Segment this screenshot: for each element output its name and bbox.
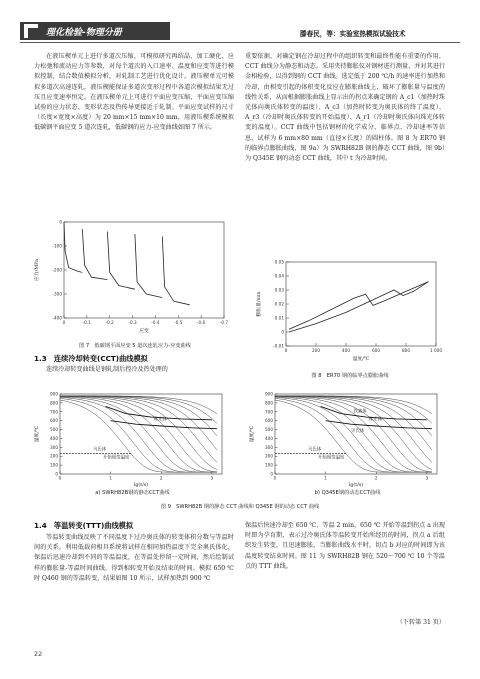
fig8-xtick-label: 0 [284,348,288,353]
fig9a-annotation-1: 珠光体 [153,417,167,423]
logo-corner-mark-inner [28,28,38,38]
fig9a-xtick-label: 0 [58,475,62,481]
fig9a-ytick-label: 200 [50,453,58,459]
fig9b-ytick-label: 700 [265,409,273,415]
fig8-ylabel: 膨胀量/mm [257,291,262,317]
journal-logo [20,22,170,40]
fig9b-ylabel: 温度/℃ [250,425,255,443]
fig8-xtick-label: 800 [402,348,410,353]
fig7-ytick-label: -200 [52,267,62,273]
fig9a-chart [30,390,235,490]
fig8-plot-frame [286,262,436,346]
fig9b-ytick-label: 300 [265,444,273,450]
fig7-xtick-label: -0.6 [197,320,206,325]
fig7-series-line-4 [135,234,162,298]
page-number: 22 [34,650,43,658]
fig9a-ytick-label: 800 [50,400,58,406]
fig9b-annotation-2: 珠光体 [368,417,382,423]
fig7-plot-frame [64,222,224,318]
fig9a-ytick-label: 300 [50,444,58,450]
fig9b-ytick-label: 500 [265,427,273,433]
fig7-xtick-label: -0.1 [82,320,91,325]
fig9a-ytick-label: 900 [50,391,58,397]
fig9a-ytick-label: 100 [50,462,58,468]
fig9b-xtick-label: 3 [425,475,429,481]
fig9a-xtick-label: 2 [159,475,163,481]
fig9b-xtick-label: 2 [374,475,378,481]
fig8-ytick-label: -0.01 [273,343,284,349]
fig8-xlabel: 温度/℃ [352,357,370,362]
fig7-ytick-label: -400 [52,315,62,321]
fig9a-ytick-label: 0 [55,471,58,477]
fig7-series-line-1 [64,222,82,272]
right-paragraph-1: 重要依据，对确定钢在冷却过程中的组织转变和最终性能有重要的作用，CCT 曲线分为静态和动态。采用夹持膨胀仪对钢材进行测量，并对其进行金相检验，以得到钢的 CCT 曲线。选定低于 200 ℃/h 的速率进行加热和冷却，由相变引起的体积变化反应在膨胀曲线上，破坏了膨胀量与温度的线性关系，从而根据膨胀曲线上显示出的拐点来确定钢的 A_c1（加热时珠光体向奥氏体转变的温度）、A_c3（加热时转变为奥氏体的终了温度）、A_r3（冷却时奥氏体转变的开始温度）、A_r1（冷却时奥氏体向珠光体转变的温度）。CCT 曲线中包括钢材的化学成分、临界点、冷却速率等信息，试样为 6 mm×80 mm（直径×长度）的圆柱体。图 8 为 ER70 钢的临界点膨胀曲线，图 9a）为 SWRH82B 钢的静态 CCT 曲线，图 9b）为 Q345E 钢的动态 CCT 曲线，其中 t 为冷却时间。 [245,53,445,163]
fig9b-annotation-4: 马氏体 [307,447,322,453]
fig9a-ylabel: 温度/℃ [35,425,40,443]
fig8-series-cooling [289,282,429,330]
fig9b-xlabel: lg(t/s) [348,483,364,488]
fig8-ytick-label: 0.04 [274,273,284,279]
fig9a-ytick-label: 400 [50,435,58,441]
right-bottom-text: 保温后快速冷却至 650 ℃，等温 2 min，650 ℃ 开始等温到拐点 a 出现时即为孕育期，表示过冷奥氏体等温转变开始所经历的时间，拐点 a 后组织发生转变，且迅速膨胀，当膨胀曲线水平时，切点 b 对应的时间即为该温度转变结束时间。图 11 为 SWRH82B 钢在 520～700 ℃ 10 个等温点的 TTT 曲线。 [245,522,445,570]
fig9b-ytick-label: 200 [265,453,273,459]
fig9b-annotation-3: 贝氏体 [350,429,365,435]
fig7-xtick-label: -0.7 [219,320,229,325]
fig8-ytick-label: 0 [281,329,284,335]
fig8-xtick-label: 600 [372,348,380,353]
fig7-ylabel: 应力/MPa [35,259,40,281]
fig7-xtick-label: -0.5 [174,320,183,325]
fig7-xtick-label: -0.3 [128,320,137,325]
fig9-caption: 图 9 SWRH82B 钢的静态 CCT 曲线和 Q345E 钢的动态 CCT 曲线 [160,504,320,510]
fig7-xtick-label: -0.2 [105,320,114,325]
fig8-chart [250,258,450,368]
fig7-ytick-label: -300 [52,291,62,297]
fig9b-ytick-label: 0 [270,471,273,477]
fig9a-plot-frame [60,394,222,474]
fig8-ytick-label: 0.05 [274,259,284,265]
fig9a-subcaption: a) SWRH82B钢的静态CCT曲线 [95,490,170,496]
fig9b-xtick-label: 1 [324,475,327,481]
fig9b-annotation-5: 开始相变温度 [318,455,345,461]
fig7-chart [30,216,240,344]
fig9b-xtick-label: 0 [273,475,277,481]
fig8-xtick-label: 200 [312,348,320,353]
section-1-4-text: 等温转变曲线反映了不同温度下过冷奥氏体的转变体积分数与等温时间的关系。利用低载荷相具系统将试样在相同加热温度下完全奥氏体化，保温后迅速冷却到不同的等温温度，在等温处停留一定时间，然后绘制试样的膨胀量-等温时间曲线，得到相转变开始及结束的时间。模拟 650 ℃ 时 Q460 钢的等温转变，结果如图 10 所示，试样加热到 900 ℃ [34,534,234,582]
section-1-3-text: 连续冷却转变曲线是钢轧制后控冷及热处理的 [46,366,168,373]
fig9b-chart [245,390,450,490]
fig9a-ytick-label: 600 [50,418,58,424]
fig9a-annotation-3: 开始相变温度 [103,455,130,461]
fig7-caption: 图 7 低碳钢平面应变 5 道次连轧应力-应变曲线 [79,343,191,349]
fig9a-xtick-label: 3 [210,475,214,481]
fig7-xtick-label: 0 [62,320,66,325]
fig9b-ytick-label: 600 [265,418,273,424]
fig9b-ytick-label: 100 [265,462,273,468]
fig9a-xlabel: lg(t/s) [133,483,149,488]
journal-logo-text: 理化检验-物理分册 [46,28,122,38]
fig9b-annotation-1: 铁素体 [353,409,367,415]
section-1-4-heading: 1.4 等温转变(TTT)曲线模拟 [34,521,134,530]
fig8-xtick-label: 400 [342,348,350,353]
continued-note: （下转第 31 页） [396,619,445,626]
fig9a-xtick-label: 1 [109,475,112,481]
fig9a-annotation-2: 马氏体 [92,447,107,453]
running-title: 滕春民，等：实验室热模拟试验技术 [300,30,406,38]
fig8-series-heating [289,282,429,332]
fig8-ytick-label: 0.02 [274,301,284,307]
fig8-caption: 图 8 ER70 钢的临界点膨胀曲线 [311,373,389,379]
fig7-series-line-5 [162,236,189,304]
left-paragraph-1: 在液压楔单元上进行多道次压缩，可模拟研究再结晶、加工硬化、应力松弛和流动应力等参数，对每个道次的入口速率、温度和应变等进行模拟控制，结合数值模拟分析，对轧制工艺进行优化设计。液压楔单元可模拟多道次高速连轧，液压楔能保证多道次变形过程中各道次模拟结果无过压且应变速率恒定。在液压楔单元上可进行平面应变压缩，平面应变压缩试验的应力状态、变形状态及热传导更接近于轧制。平面应变试样的尺寸（长度×宽度×高度）为 20 mm×15 mm×10 mm，用液压楔系统模拟低碳钢平面应变 5 道次连轧，低碳钢的应力-应变曲线如图 7 所示。 [34,53,234,132]
fig7-xtick-label: -0.4 [151,320,160,325]
fig7-series-line-2 [82,229,107,279]
section-1-3-heading: 1.3 连续冷却转变(CCT)曲线模拟 [34,354,148,363]
fig9b-ytick-label: 400 [265,435,273,441]
fig7-ytick-label: -100 [52,243,62,249]
fig8-ytick-label: 0.03 [274,287,284,293]
fig9a-ytick-label: 700 [50,409,58,415]
fig8-ytick-label: 0.01 [274,315,284,321]
fig9a-cooling-curve-1 [60,400,217,472]
fig7-ytick-label: 0 [59,219,62,225]
fig7-xlabel: 应变 [139,329,149,334]
fig8-xtick-label: 1 000 [430,348,442,353]
fig9b-subcaption: b) Q345E钢的动态CCT曲线 [314,490,381,496]
header-rule [20,42,460,43]
fig7-series-line-3 [107,232,134,290]
fig9b-ytick-label: 900 [265,391,273,397]
fig9b-ytick-label: 800 [265,400,273,406]
fig9a-cooling-curve-8 [60,396,217,462]
fig9a-ytick-label: 500 [50,427,58,433]
